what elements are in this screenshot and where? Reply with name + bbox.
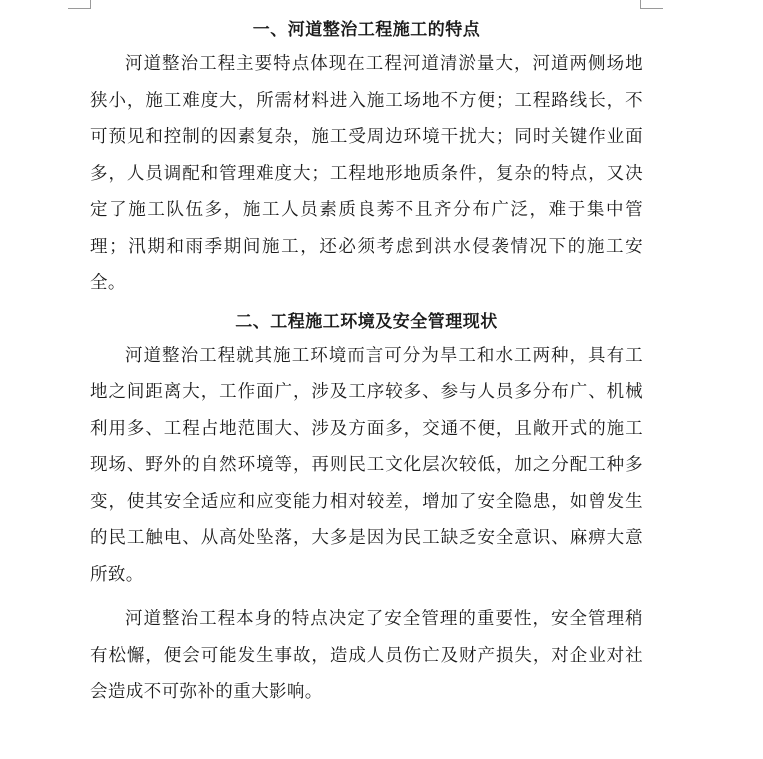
crop-mark-top-left — [68, 0, 91, 9]
crop-mark-top-right — [640, 0, 663, 9]
section-2-paragraph-1: 河道整治工程就其施工环境而言可分为旱工和水工两种，具有工地之间距离大，工作面广，涉及工序较多、参与人员多分布广、机械利用多、工程占地范围大、涉及方面多，交通不便，且敞开式的施工现场、野外的自然环境等，再则民工文化层次较低，加之分配工种多变，使其安全适应和应变能力相对较差，增加了安全隐患，如曾发生的民工触电、从高处坠落，大多是因为民工缺乏安全意识、麻痹大意所致。 — [90, 345, 643, 585]
section-1-heading: 一、河道整治工程施工的特点 — [252, 20, 481, 40]
section-1-paragraph: 河道整治工程主要特点体现在工程河道清淤量大，河道两侧场地狭小，施工难度大，所需材料进入施工场地不方便；工程路线长，不可预见和控制的因素复杂，施工受周边环境干扰大；同时关键作业面多，人员调配和管理难度大；工程地形地质条件，复杂的特点，又决定了施工队伍多，施工人员素质良莠不且齐分布广泛，难于集中管理；汛期和雨季期间施工，还必须考虑到洪水侵袭情况下的施工安全。 — [90, 54, 643, 293]
section-2-heading: 二、工程施工环境及安全管理现状 — [235, 311, 498, 332]
section-2-paragraph-2: 河道整治工程本身的特点决定了安全管理的重要性，安全管理稍有松懈，便会可能发生事故，造成人员伤亡及财产损失，对企业对社会造成不可弥补的重大影响。 — [90, 609, 643, 702]
document-body — [90, 14, 643, 711]
